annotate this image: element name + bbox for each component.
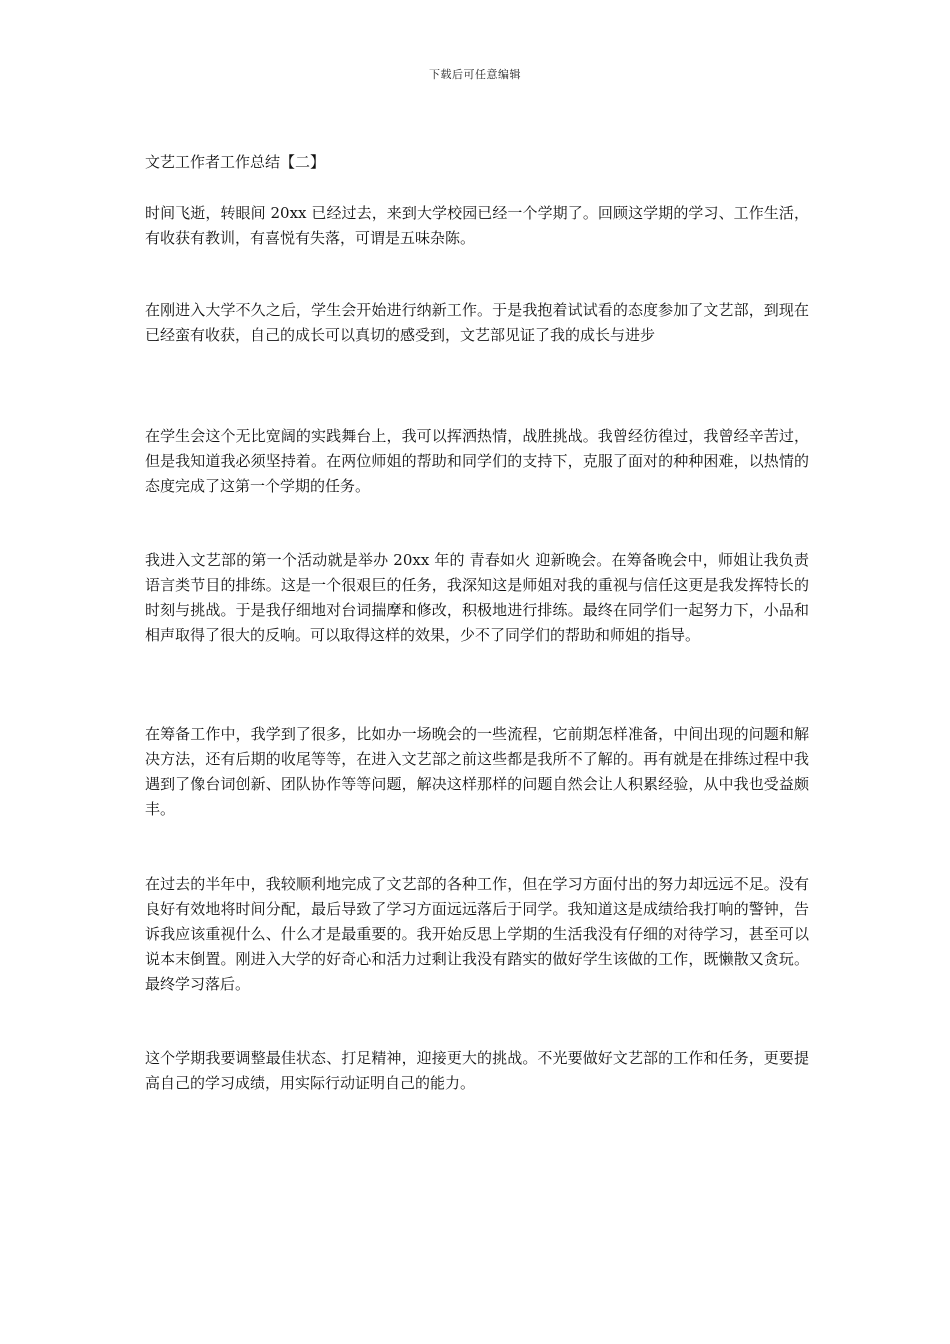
paragraph-1: 时间飞逝，转眼间 20xx 已经过去，来到大学校园已经一个学期了。回顾这学期的学习、工作生活，有收获有教训，有喜悦有失落，可谓是五味杂陈。: [145, 204, 809, 247]
page-header: 下载后可任意编辑: [429, 68, 521, 81]
paragraph-7: 这个学期我要调整最佳状态、打足精神，迎接更大的挑战。不光要做好文艺部的工作和任务，更要提高自己的学习成绩，用实际行动证明自己的能力。: [145, 1049, 809, 1092]
document-title: 文艺工作者工作总结【二】: [145, 153, 326, 171]
paragraph-5: 在筹备工作中，我学到了很多，比如办一场晚会的一些流程，它前期怎样准备，中间出现的问题和解决方法，还有后期的收尾等等，在进入文艺部之前这些都是我所不了解的。再有就是在排练过程中我遇到了像台词创新、团队协作等等问题，解决这样那样的问题自然会让人积累经验，从中我也受益颇丰。: [145, 725, 809, 818]
paragraph-6: 在过去的半年中，我较顺利地完成了文艺部的各种工作，但在学习方面付出的努力却远远不足。没有良好有效地将时间分配，最后导致了学习方面远远落后于同学。我知道这是成绩给我打响的警钟，告诉我应该重视什么、什么才是最重要的。我开始反思上学期的生活我没有仔细的对待学习，甚至可以说本末倒置。刚进入大学的好奇心和活力过剩让我没有踏实的做好学生该做的工作，既懒散又贪玩。最终学习落后。: [145, 875, 809, 993]
paragraph-2: 在刚进入大学不久之后，学生会开始进行纳新工作。于是我抱着试试看的态度参加了文艺部，到现在已经蛮有收获，自己的成长可以真切的感受到，文艺部见证了我的成长与进步: [145, 301, 809, 344]
paragraph-3: 在学生会这个无比宽阔的实践舞台上，我可以挥洒热情，战胜挑战。我曾经彷徨过，我曾经辛苦过，但是我知道我必须坚持着。在两位师姐的帮助和同学们的支持下，克服了面对的种种困难，以热情的态度完成了这第一个学期的任务。: [145, 427, 809, 495]
paragraph-4: 我进入文艺部的第一个活动就是举办 20xx 年的 青春如火 迎新晚会。在筹备晚会中，师姐让我负责语言类节目的排练。这是一个很艰巨的任务，我深知这是师姐对我的重视与信任这更是我发挥特长的时刻与挑战。于是我仔细地对台词揣摩和修改，积极地进行排练。最终在同学们一起努力下，小品和相声取得了很大的反响。可以取得这样的效果，少不了同学们的帮助和师姐的指导。: [145, 551, 809, 644]
